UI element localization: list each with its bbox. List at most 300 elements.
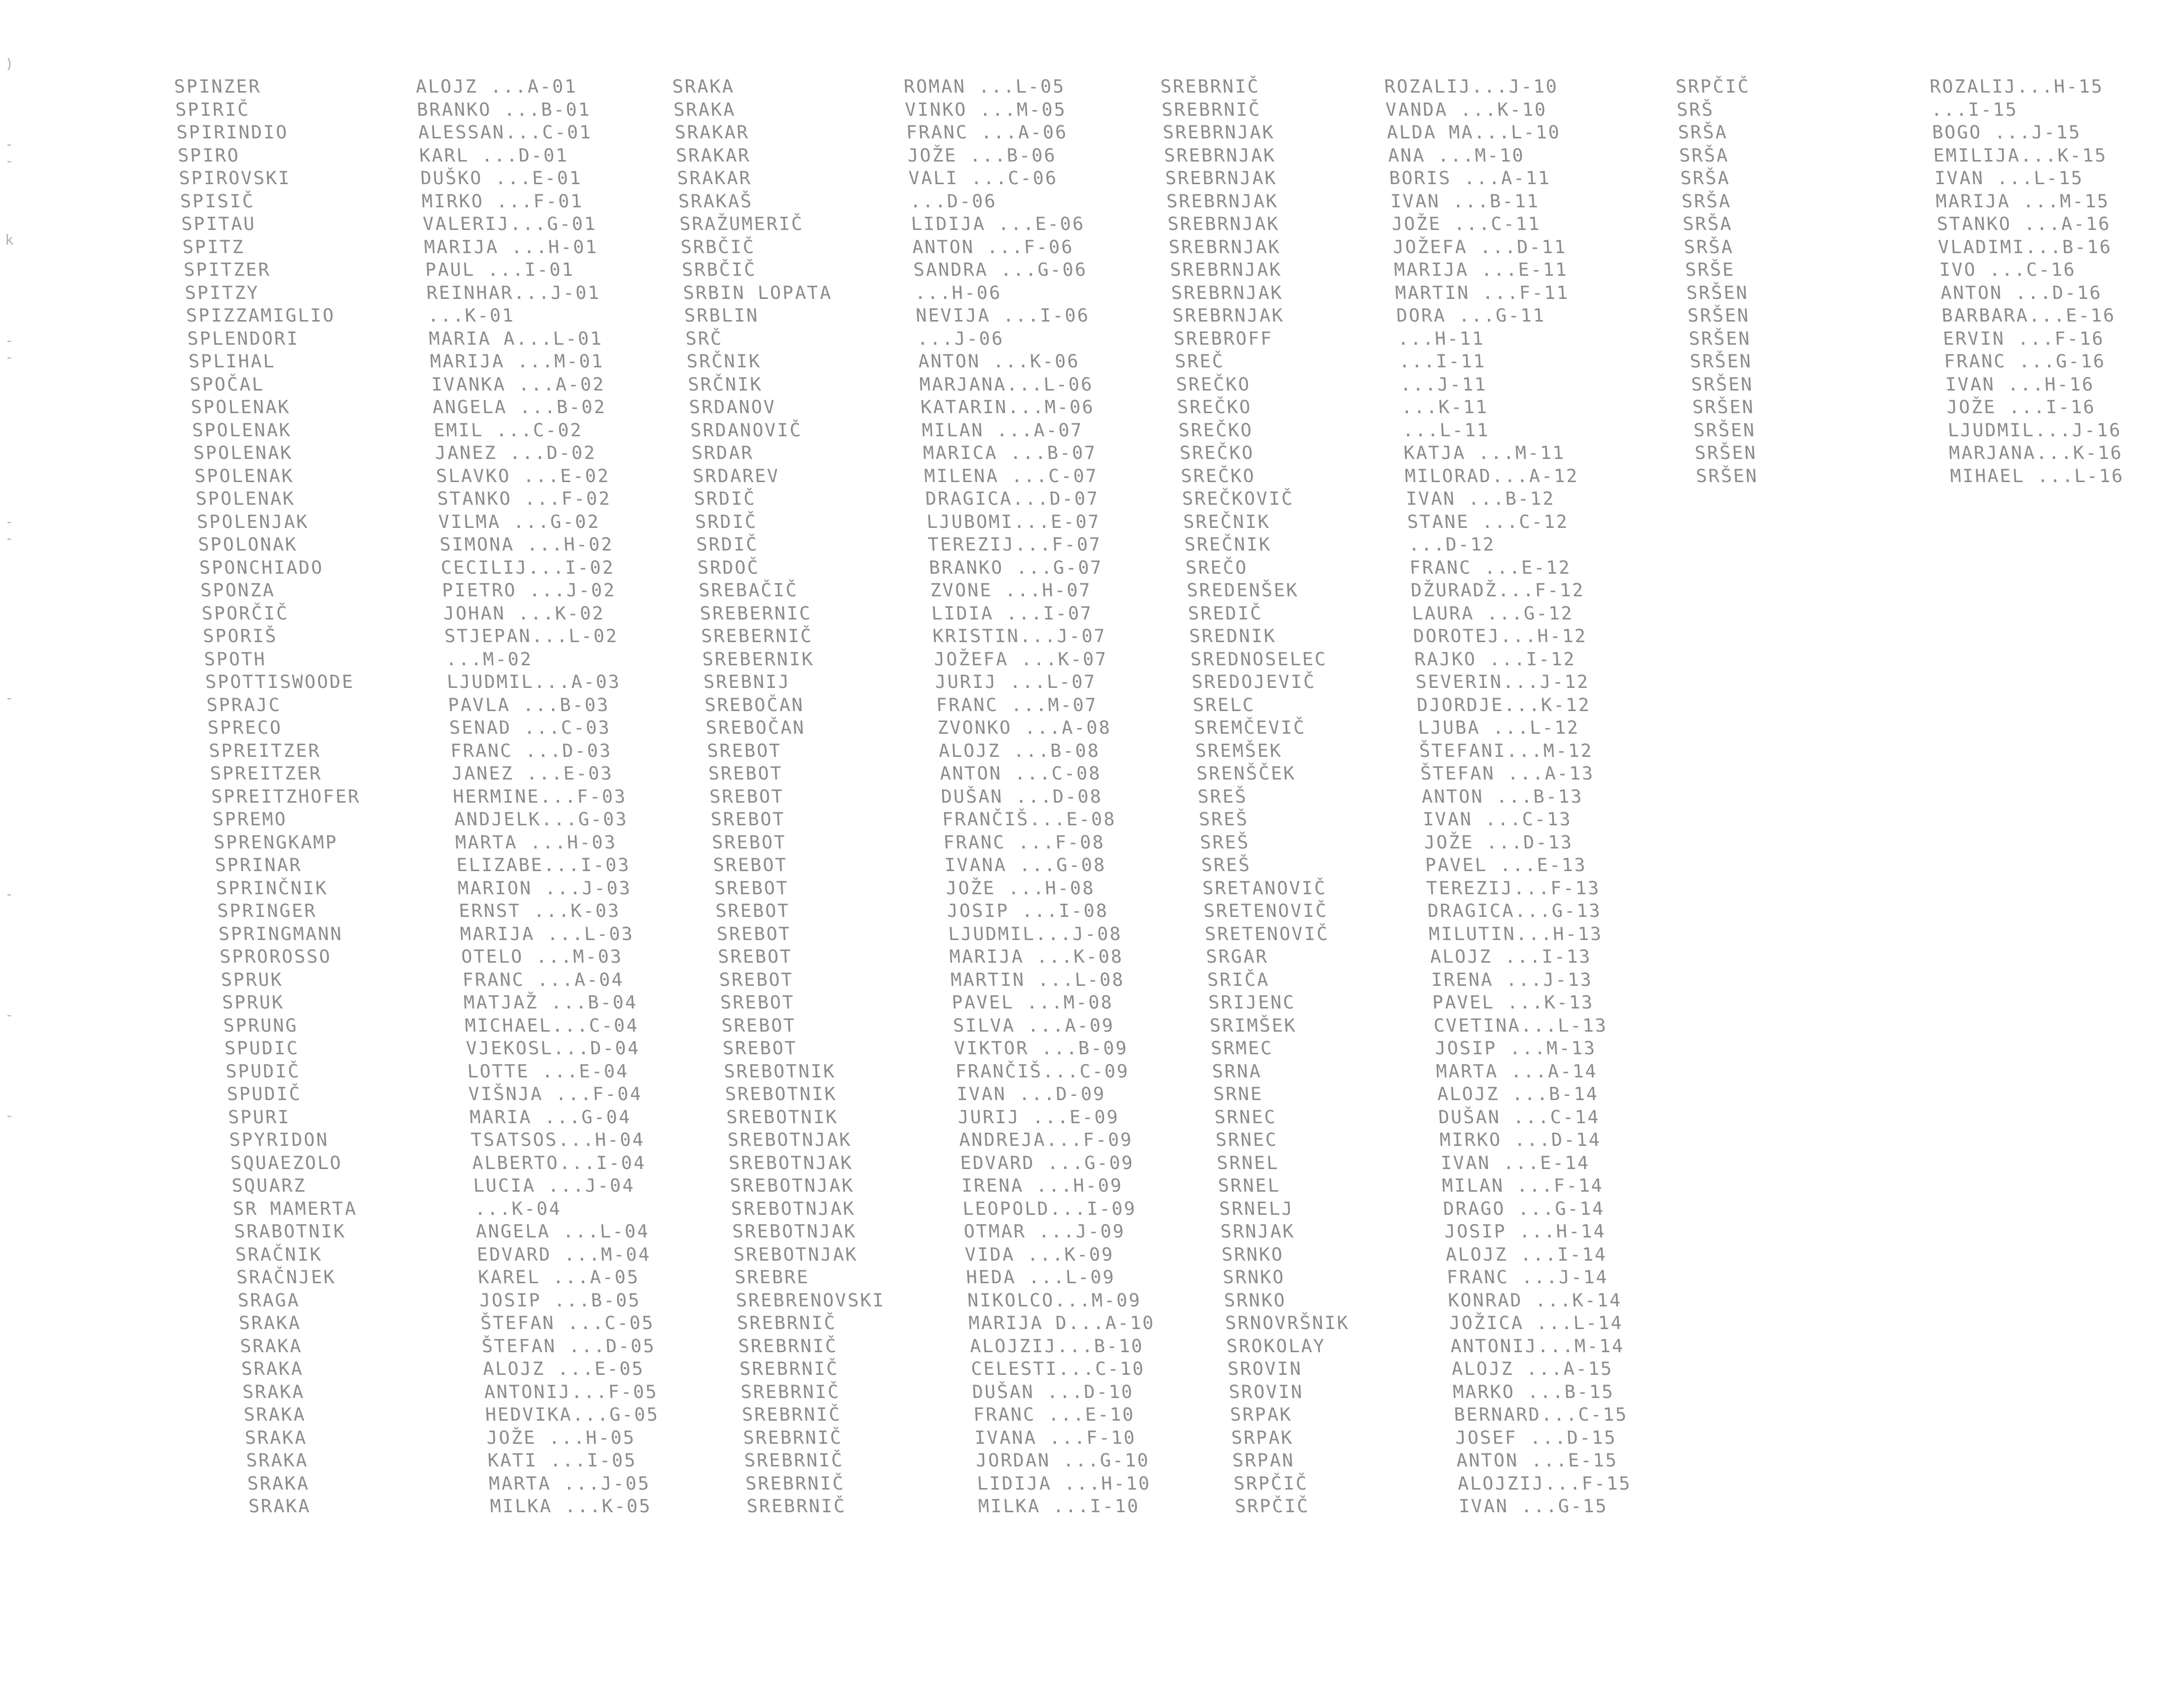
list-item: EDVARD ...G-09	[960, 1152, 1135, 1174]
list-item: ŠTEFANI...M-12	[1419, 740, 1594, 761]
list-item: SREBOČAN	[705, 718, 806, 738]
list-item: ...K-11	[1400, 397, 1489, 418]
list-item: SPITZ	[182, 237, 246, 258]
list-item: SQUAEZOLO	[230, 1152, 343, 1174]
list-item: FRANC ...M-07	[936, 694, 1099, 716]
list-item: DRAGO ...G-14	[1442, 1198, 1605, 1219]
list-item: SRČNIK	[686, 351, 762, 372]
list-item: ALOJZIJ...F-15	[1457, 1473, 1632, 1494]
list-item: JOSEF ...D-15	[1454, 1427, 1617, 1448]
list-item: JOŽE ...H-05	[486, 1427, 636, 1448]
list-item: VALERIJ...G-01	[422, 214, 597, 235]
list-item: FRANC ...E-10	[973, 1405, 1136, 1425]
list-item: BRANKO ...B-01	[416, 99, 591, 120]
margin-mark: -	[5, 689, 14, 706]
list-item: ...K-01	[427, 305, 515, 326]
list-item: SRŠEN	[1687, 305, 1751, 326]
list-item: LIDIJA ...H-10	[976, 1473, 1152, 1494]
list-item: SREBOTNJAK	[727, 1130, 852, 1150]
list-item: SREČKO	[1175, 374, 1252, 395]
list-item: SREBOTNJAK	[732, 1221, 858, 1242]
list-item: VIKTOR ...B-09	[954, 1038, 1129, 1059]
list-item: SRŠEN	[1688, 328, 1752, 349]
list-item: SREBRNIČ	[742, 1427, 843, 1448]
list-item: SRMEC	[1210, 1038, 1274, 1059]
list-item: ANDJELK...G-03	[453, 809, 629, 830]
list-item: SREMŠEK	[1195, 740, 1283, 761]
list-item: SROVIN	[1227, 1359, 1303, 1379]
list-item: SRBIN LOPATA	[682, 282, 833, 303]
list-item: IVAN ...D-09	[956, 1084, 1107, 1105]
list-item: SPOLENAK	[193, 443, 293, 463]
list-item: SREBRNIČ	[741, 1405, 842, 1425]
list-item: IVAN ...E-14	[1440, 1152, 1591, 1174]
list-item: MILENA ...C-07	[923, 465, 1099, 487]
list-item: BERNARD...C-15	[1453, 1405, 1628, 1425]
list-item: FRANC ...D-03	[450, 740, 613, 761]
list-item: LUCIA ...J-04	[473, 1176, 636, 1196]
list-item: ...I-15	[1930, 99, 2018, 120]
list-item: SRAČNJEK	[236, 1267, 337, 1288]
list-item: ALESSAN...C-01	[417, 122, 593, 143]
list-item: SRIČA	[1206, 969, 1270, 990]
margin-mark: - -	[5, 332, 14, 365]
list-item: SRPČIČ	[1675, 76, 1751, 97]
list-item: SRPAK	[1229, 1405, 1293, 1425]
list-item: SPOČAL	[189, 374, 265, 395]
list-item: SREČKO	[1180, 465, 1256, 487]
list-item: DRAGICA...G-13	[1427, 901, 1602, 921]
list-item: DUŠAN ...D-08	[940, 786, 1103, 807]
list-item: JORDAN ...G-10	[975, 1450, 1150, 1471]
list-item: JOŽEFA ...K-07	[933, 649, 1109, 670]
list-item: SRAKA	[671, 76, 735, 97]
list-item: SROKOLAY	[1226, 1336, 1327, 1357]
list-item: KATJA ...M-11	[1403, 443, 1566, 463]
list-item: SRŠ	[1676, 99, 1715, 120]
list-item: SRAŽUMERIČ	[679, 214, 805, 235]
list-item: SREBRNIČ	[746, 1496, 847, 1517]
list-item: EMILIJA...K-15	[1932, 145, 2108, 166]
list-item: PAVEL ...M-08	[951, 992, 1114, 1013]
list-item: SROVIN	[1228, 1381, 1304, 1403]
list-item: SRNKO	[1223, 1290, 1287, 1311]
list-item: JOŽICA ...L-14	[1448, 1313, 1624, 1334]
list-item: SPREITZHOFER	[210, 786, 361, 807]
list-item: SRIMŠEK	[1209, 1015, 1297, 1036]
list-item: SRAČNIK	[235, 1244, 323, 1265]
list-item: JOŽE ...C-11	[1391, 214, 1541, 235]
list-item: MARIJA D...A-10	[968, 1313, 1156, 1334]
list-item: SPRINAR	[214, 855, 302, 876]
list-item: IVANA ...G-08	[944, 855, 1107, 876]
list-item: DOROTEJ...H-12	[1413, 626, 1588, 647]
list-item: SRŠEN	[1690, 374, 1754, 395]
margin-mark: -	[5, 1006, 14, 1023]
list-item: VALI ...C-06	[908, 168, 1058, 189]
list-item: VANDA ...K-10	[1385, 99, 1548, 120]
list-item: ZVONKO ...A-08	[937, 718, 1112, 738]
list-item: SREŠ	[1198, 809, 1250, 830]
list-item: FRANC ...J-14	[1446, 1267, 1609, 1288]
list-item: PIETRO ...J-02	[441, 580, 617, 601]
margin-mark: -	[5, 886, 14, 902]
list-item: LJUBA ...L-12	[1417, 718, 1580, 738]
list-item: JOSIP ...I-08	[946, 901, 1109, 921]
list-item: SPRINGER	[216, 901, 318, 921]
list-item: SRNEC	[1214, 1107, 1277, 1128]
list-item: SRBLIN	[683, 305, 760, 326]
list-item: PAUL ...I-01	[425, 260, 575, 280]
list-item: ANTON ...C-08	[939, 763, 1102, 784]
list-item: SREBOT	[709, 786, 785, 807]
list-item: ANTON ...B-13	[1421, 786, 1584, 807]
list-item: JANEZ ...E-03	[451, 763, 614, 784]
list-item: ...J-11	[1399, 374, 1488, 395]
list-item: FRANČIŠ...C-09	[955, 1061, 1130, 1082]
list-item: SPUDIČ	[226, 1084, 302, 1105]
list-item: SRNE	[1212, 1084, 1264, 1105]
list-item: NEVIJA ...I-06	[915, 305, 1090, 326]
list-item: ALDA MA...L-10	[1386, 122, 1562, 143]
list-item: SRETENOVIČ	[1203, 901, 1329, 921]
list-item: IRENA ...J-13	[1430, 969, 1593, 990]
list-item: STANE ...C-12	[1407, 511, 1570, 532]
list-item: MARIJA ...E-11	[1393, 260, 1569, 280]
margin-mark: - -	[5, 513, 14, 547]
list-item: SRNEC	[1215, 1130, 1279, 1150]
list-item: MARKO ...B-15	[1452, 1381, 1615, 1403]
list-item: SRAKA	[244, 1427, 308, 1448]
given-name-code-column-1	[415, 75, 665, 1518]
list-item: SPRENGKAMP	[213, 832, 339, 853]
list-item: SREBRNIČ	[745, 1473, 845, 1494]
list-item: SPIRINDIO	[176, 122, 289, 143]
list-item: REINHAR...J-01	[426, 282, 601, 303]
list-item: SREBOT	[707, 740, 783, 761]
list-item: MARION ...J-03	[457, 878, 633, 899]
list-item: SRAKA	[242, 1381, 305, 1403]
list-item: SPIRO	[177, 145, 241, 166]
list-item: SREČKO	[1179, 443, 1255, 463]
list-item: SRBČIČ	[680, 237, 756, 258]
list-item: LJUDMIL...A-03	[446, 672, 621, 692]
list-item: ALOJZ ...I-13	[1429, 947, 1592, 967]
list-item: SR MAMERTA	[232, 1198, 358, 1219]
list-item: MARICA ...B-07	[922, 443, 1098, 463]
list-item: VINKO ...M-05	[904, 99, 1067, 120]
list-item: SREBRNJAK	[1172, 305, 1285, 326]
list-item: SPOLONAK	[197, 534, 298, 555]
list-item: SREBRNJAK	[1171, 282, 1284, 303]
list-item: SREBOT	[716, 923, 792, 945]
list-item: JANEZ ...D-02	[434, 443, 597, 463]
list-item: SPORČIČ	[201, 603, 289, 624]
list-item: SREBRNJAK	[1163, 145, 1277, 166]
list-item: SREŠ	[1197, 786, 1248, 807]
list-item: ANDREJA...F-09	[958, 1130, 1134, 1150]
list-item: ANTON ...D-16	[1940, 282, 2103, 303]
list-item: TEREZIJ...F-07	[927, 534, 1103, 555]
list-item: SPLENDORI	[187, 328, 300, 349]
list-item: ROZALIJ...H-15	[1929, 76, 2105, 97]
list-item: SPYRIDON	[228, 1130, 330, 1150]
list-item: SRČ	[685, 328, 724, 349]
list-item: JOSIP ...B-05	[479, 1290, 642, 1311]
list-item: SRŠEN	[1694, 443, 1758, 463]
list-item: SPORIŠ	[202, 626, 278, 647]
list-item: SPRUK	[221, 992, 285, 1013]
list-item: KAREL ...A-05	[477, 1267, 640, 1288]
list-item: SPRUK	[220, 969, 284, 990]
list-item: SREBOT	[720, 992, 796, 1013]
list-item: SRNKO	[1222, 1267, 1286, 1288]
list-item: FRANC ...F-08	[943, 832, 1106, 853]
list-item: SREBOČAN	[704, 694, 805, 716]
list-item: MARJANA...K-16	[1948, 443, 2124, 463]
list-item: HERMINE...F-03	[452, 786, 628, 807]
list-item: LOTTE ...E-04	[466, 1061, 630, 1082]
list-item: ALOJZ ...A-15	[1451, 1359, 1614, 1379]
list-item: JOHAN ...K-02	[442, 603, 605, 624]
list-item: ALOJZ ...I-14	[1445, 1244, 1608, 1265]
margin-mark: k	[5, 231, 14, 248]
list-item: MARIJA ...H-01	[423, 237, 599, 258]
list-item: SPIZZAMIGLIO	[185, 305, 336, 326]
list-item: SREBERNIK	[702, 649, 815, 670]
list-item: SREDENŠEK	[1186, 580, 1299, 601]
list-item: SRAKA	[238, 1313, 302, 1334]
list-item: SRNJAK	[1220, 1221, 1296, 1242]
list-item: PAVLA ...B-03	[447, 694, 610, 716]
list-item: SRAGA	[237, 1290, 300, 1311]
list-item: VILMA ...G-02	[438, 511, 601, 532]
list-item: KARL ...D-01	[419, 145, 569, 166]
list-item: SENAD ...C-03	[448, 718, 611, 738]
list-item: SREBOT	[708, 763, 784, 784]
list-item: SREBOTNJAK	[729, 1176, 855, 1196]
list-item: FRANC ...A-04	[461, 969, 625, 990]
list-item: PAVEL ...E-13	[1425, 855, 1587, 876]
list-item: NIKOLCO...M-09	[967, 1290, 1142, 1311]
list-item: SREBOT	[721, 1015, 797, 1036]
list-item: DRAGICA...D-07	[924, 489, 1100, 509]
list-item: SREDNOSELEC	[1190, 649, 1328, 670]
list-item: MARIJA ...M-15	[1935, 191, 2111, 212]
list-item: JOŽE ...H-08	[945, 878, 1096, 899]
list-item: RAJKO ...I-12	[1414, 649, 1577, 670]
list-item: ELIZABE...I-03	[456, 855, 631, 876]
list-item: JOŽE ...I-16	[1946, 397, 2096, 418]
list-item: MILAN ...F-14	[1441, 1176, 1604, 1196]
list-item: MIRKO ...F-01	[421, 191, 584, 212]
list-item: DUŠAN ...C-14	[1438, 1107, 1601, 1128]
list-item: ALOJZ ...B-14	[1436, 1084, 1599, 1105]
list-item: ...D-06	[909, 191, 997, 212]
list-item: SREBRNIČ	[739, 1359, 840, 1379]
list-item: SREČ	[1174, 351, 1225, 372]
list-item: SREBOTNIK	[723, 1061, 836, 1082]
list-item: SRDANOVIČ	[689, 420, 803, 441]
list-item: ANTON ...K-06	[917, 351, 1080, 372]
list-item: ŠTEFAN ...A-13	[1420, 763, 1595, 784]
list-item: KATARIN...M-06	[920, 397, 1095, 418]
list-item: JOSIP ...M-13	[1434, 1038, 1597, 1059]
list-item: SRŠEN	[1693, 420, 1756, 441]
list-item: VIŠNJA ...F-04	[468, 1084, 643, 1105]
list-item: PAVEL ...K-13	[1432, 992, 1595, 1013]
list-item: MARIA ...G-04	[469, 1107, 632, 1128]
list-item: SPREMO	[212, 809, 288, 830]
list-item: MARIA A...L-01	[428, 328, 603, 349]
list-item: ANGELA ...B-02	[432, 397, 607, 418]
list-item: SRPAK	[1230, 1427, 1294, 1448]
list-item: SREBRNJAK	[1170, 260, 1283, 280]
list-item: BARBARA...E-16	[1941, 305, 2117, 326]
list-item: MILKA ...I-10	[977, 1496, 1140, 1517]
list-item: SPURI	[227, 1107, 291, 1128]
list-item: SREBERNIČ	[700, 626, 814, 647]
list-item: SRŠEN	[1692, 397, 1755, 418]
list-item: TEREZIJ...F-13	[1426, 878, 1601, 899]
list-item: SRETANOVIČ	[1202, 878, 1328, 899]
list-item: SPISIČ	[179, 191, 256, 212]
list-item: SPOTTISWOODE	[204, 672, 355, 692]
list-item: OTELO ...M-03	[460, 947, 624, 967]
list-item: ANGELA ...L-04	[475, 1221, 650, 1242]
list-item: SRŠA	[1681, 191, 1732, 212]
list-item: LIDIJA ...E-06	[910, 214, 1085, 235]
list-item: SRAKAR	[674, 122, 750, 143]
list-item: ANA ...M-10	[1387, 145, 1525, 166]
list-item: IRENA ...H-09	[961, 1176, 1124, 1196]
list-item: MARTIN ...F-11	[1394, 282, 1570, 303]
list-item: MARTA ...J-05	[488, 1473, 651, 1494]
list-item: SEVERIN...J-12	[1415, 672, 1590, 692]
list-item: ...H-06	[914, 282, 1002, 303]
list-item: SRŠEN	[1695, 465, 1759, 487]
list-item: LEOPOLD...I-09	[962, 1198, 1137, 1219]
list-item: SREČKO	[1178, 420, 1254, 441]
list-item: SREBRE	[734, 1267, 810, 1288]
list-item: FRANC ...G-16	[1943, 351, 2107, 372]
list-item: SREBRNIČ	[738, 1336, 838, 1357]
list-item: ALBERTO...I-04	[472, 1152, 647, 1174]
list-item: SREBOT	[722, 1038, 798, 1059]
list-item: MIHAEL ...L-16	[1950, 465, 2125, 487]
list-item: MILORAD...A-12	[1404, 465, 1580, 487]
list-item: SPOLENAK	[195, 489, 296, 509]
list-item: SRNELJ	[1218, 1198, 1295, 1219]
list-item: FRANČIŠ...E-08	[942, 809, 1117, 830]
list-item: SREBOTNIK	[724, 1084, 838, 1105]
list-item: CELESTI...C-10	[970, 1359, 1146, 1379]
list-item: SPREITZER	[208, 740, 322, 761]
list-item: SREBRNJAK	[1164, 168, 1278, 189]
list-item: JURIJ ...L-07	[934, 672, 1097, 692]
list-item: MATJAŽ ...B-04	[463, 992, 638, 1013]
list-item: SREBRNJAK	[1162, 122, 1275, 143]
list-item: SPOLENAK	[190, 397, 291, 418]
list-item: VIDA ...K-09	[964, 1244, 1115, 1265]
list-item: ROZALIJ...J-10	[1383, 76, 1559, 97]
list-item: ŠTEFAN ...D-05	[481, 1336, 656, 1357]
list-item: SPRECO	[207, 718, 283, 738]
list-item: SREBNIJ	[703, 672, 791, 692]
list-item: SRNOVRŠNIK	[1224, 1313, 1350, 1334]
list-item: ...L-11	[1401, 420, 1490, 441]
list-item: FRANC ...E-12	[1409, 557, 1572, 578]
list-item: SPITZER	[183, 260, 271, 280]
list-item: SREČNIK	[1184, 534, 1272, 555]
list-item: EMIL ...C-02	[433, 420, 584, 441]
list-item: SRŠEN	[1686, 282, 1749, 303]
list-item: SRAKAR	[675, 145, 751, 166]
list-item: SPIRIČ	[175, 99, 251, 120]
list-item: JOSIP ...H-14	[1444, 1221, 1607, 1242]
list-item: SPLIHAL	[188, 351, 276, 372]
list-item: SPRINGMANN	[218, 923, 344, 945]
list-item: MILKA ...K-05	[489, 1496, 652, 1517]
list-item: SREBRNJAK	[1168, 237, 1281, 258]
list-item: SRNA	[1211, 1061, 1263, 1082]
list-item: SPITZY	[184, 282, 260, 303]
list-item: MARIJA ...L-03	[459, 923, 635, 945]
given-name-code-column-3	[1384, 75, 1633, 1518]
list-item: SREBOT	[717, 947, 793, 967]
list-item: LJUBOMI...E-07	[926, 511, 1101, 532]
list-item: SPRAJC	[206, 694, 282, 716]
list-item: IVAN ...B-11	[1389, 191, 1540, 212]
list-item: ROMAN ...L-05	[903, 76, 1066, 97]
list-item: SRŠA	[1680, 168, 1731, 189]
list-item: SANDRA ...G-06	[913, 260, 1088, 280]
list-item: DORA ...G-11	[1395, 305, 1546, 326]
list-item: JOŽE ...D-13	[1423, 832, 1574, 853]
list-item: MICHAEL...C-04	[464, 1015, 640, 1036]
list-item: SREBRNIČ	[744, 1450, 844, 1471]
list-item: SILVA ...A-09	[952, 1015, 1115, 1036]
list-item: SRNEL	[1217, 1176, 1281, 1196]
list-item: SPUDIČ	[225, 1061, 301, 1082]
list-item: SRAKA	[240, 1336, 303, 1357]
list-item: SRBČIČ	[681, 260, 757, 280]
list-item: ZVONE ...H-07	[929, 580, 1093, 601]
given-name-code-column-2	[903, 75, 1165, 1518]
list-item: BRANKO ...G-07	[928, 557, 1104, 578]
list-item: SRPČIČ	[1233, 1473, 1309, 1494]
list-item: LJUDMIL...J-16	[1947, 420, 2122, 441]
list-item: MARIJA ...M-01	[429, 351, 605, 372]
margin-mark: - -	[5, 136, 14, 169]
list-item: SREBRNIČ	[1159, 76, 1261, 97]
list-item: SREDOJEVIČ	[1191, 672, 1316, 692]
list-item: TSATSOS...H-04	[470, 1130, 646, 1150]
list-item: SREBOTNJAK	[728, 1152, 853, 1174]
list-item: HEDVIKA...G-05	[485, 1405, 660, 1425]
list-item: SRŠA	[1678, 145, 1730, 166]
list-item: EDVARD ...M-04	[476, 1244, 652, 1265]
list-item: ...I-11	[1398, 351, 1487, 372]
list-item: SPONCHIADO	[199, 557, 324, 578]
list-item: SRŠEN	[1689, 351, 1753, 372]
list-item: IVAN ...L-15	[1934, 168, 2084, 189]
list-item: IVAN ...B-12	[1405, 489, 1556, 509]
list-item: SRAKAŠ	[677, 191, 754, 212]
list-item: SREČNIK	[1183, 511, 1271, 532]
list-item: SREČKOVIČ	[1181, 489, 1295, 509]
list-item: HEDA ...L-09	[965, 1267, 1116, 1288]
